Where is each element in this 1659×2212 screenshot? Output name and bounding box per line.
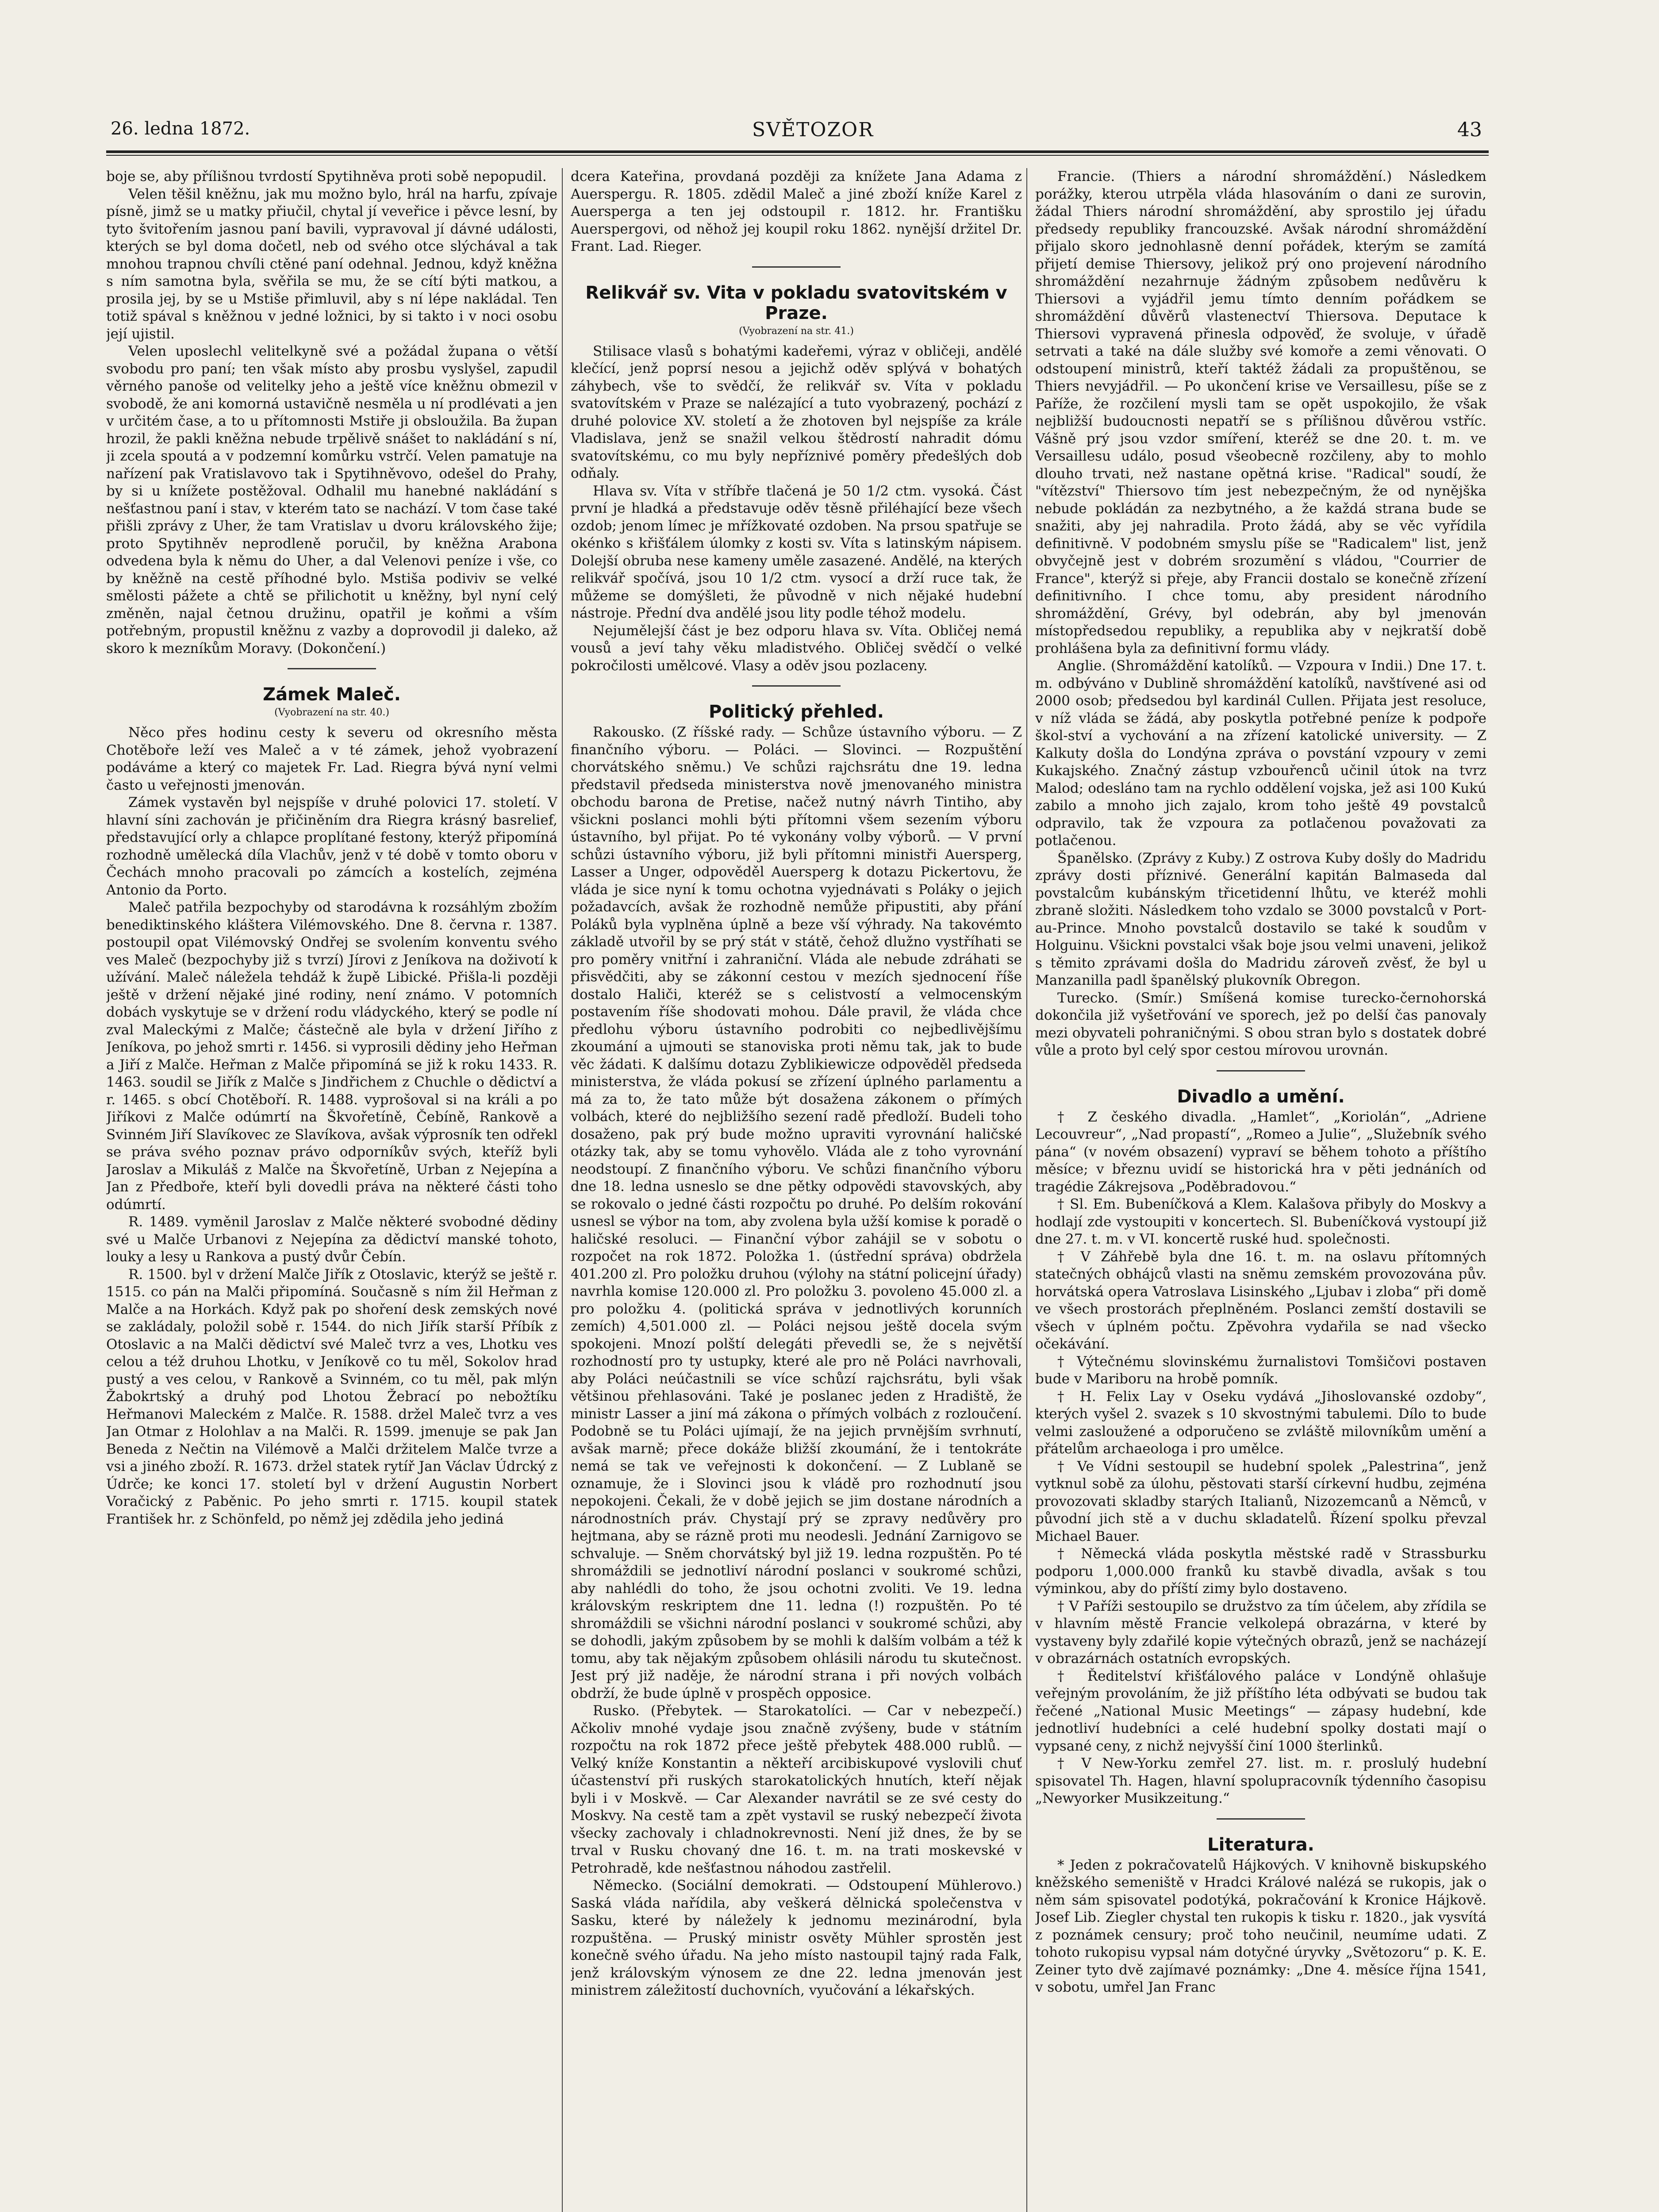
header-rule: [106, 150, 1489, 153]
paragraph: Rakousko. (Z říšské rady. — Schůze ústavního výboru. — Z finančního výboru. — Poláci. — Slovinci. — Rozpuštění chorvátského sněmu.) Ve schůzi rajchsrátu dne 19. ledna představil předseda ministerstva nově jmenovaného ministra obchodu barona de Pretise, načež nutný návrh Tintiho, aby všickni poslanci mohli býti přítomni všem sezením výboru ústavního, byl přijat. Po té vykonány volby výborů. — V první schůzi ústavního výboru, již byli přítomni ministři Auersperg, Lasser a Unger, odpověděl Auersperg k dotazu Pickertovu, že vláda je sice nyní k tomu ochotna vyjednávati s Poláky o jejich požadavcích, avšak že rozhodně nemůže připustiti, aby přání Poláků byla vyplněna úplně a beze vší výhrady. Na takovémto základě utvořil by se prý stát v státě, čehož dlužno vystříhati se pro poměry vnitřní i zahraniční. Vláda ale nebude zdráhati se přisvědčiti, aby se zákonní cestou v mezích sjednocení říše dostalo Haliči, kteréž se s celistvostí a velmocenským postavením říše shodovati mohou. Dále pravil, že vláda chce předlohu výboru ústavního podrobiti co nejbedlivějšímu zkoumání a ujmouti se stanoviska proti němu tak, jak to bude věc žádati. K dalšímu dotazu Zyblikiewicze odpověděl předseda ministerstva, že vláda pokusí se zřízení úplného parlamentu a má za to, že tato může být dosažena zákonem o přímých volbách, které do nejbližšího sezení radě předloží. Budeli toho dosaženo, pak prý bude možno upraviti vyrovnání haličské otázky tak, aby se tomu vyhovělo. Vláda ale z toho vyrovnání neodstoupí. Z finančního výboru. Ve schůzi finančního výboru dne 18. ledna usneslo se dne pětky odpovědi stavovských, aby se rokovalo o jedné části rozpočtu po druhé. Po delším rokování usnesl se výbor na tom, aby zvolena byla užší komise k poradě o haličské resoluci. — Finanční výbor zahájil se v sobotu o rozpočet na rok 1872. Položka 1. (ústřední správa) obdržela 401.200 zl. Pro položku druhou (výlohy na státní policejní úřady) navrhla komise 120.000 zl. Pro položku 3. povoleno 45.000 zl. a pro položku 4. (politická správa v jednotlivých korunních zemích) 4,501.000 zl. — Poláci nejsou ještě docela svým spokojeni. Mnozí polští delegáti převedli se, že s největší rozhodností pro ty ustupky, které ale pro ně Poláci navrhovali, aby Poláci neúčastnili se více schůzí rajchsrátu, byli však většinou přehlasováni. Také je poslanec jeden z Hradiště, že ministr Lasser a jiní má zákona o přímých volbách z rozloučení. Podobně se tu Poláci ujímají, že na jejich prvnějším svrhnutí, avšak marně; přece dokáže bližší zkoumání, že i tentokráte nemá se tak ve veřejnosti k dokončení. — Z Lublaně se oznamuje, že i Slovinci jsou k vládě pro rozhodnutí jsou nepokojeni. Čekali, že v době jejich se jim dostane národních a národnostních práv. Chystají prý se zpravy nedůvěry pro hejtmana, aby se rázně proti mu neodesli. Jednání Zarnigovo se schvaluje. — Sněm chorvátský byl již 19. ledna rozpuštěn. Po té shromáždili se jednotliví národní poslanci v soukromé schůzi, aby nahlédli do toho, že jsou ochotni zvoliti. Ve 19. ledna královským reskriptem dne 11. ledna (!) rozpuštěn. Po té shromáždili se všichni národní poslanci v soukromé schůzi, aby se dohodli, jakým způsobem by se mohli k dalším volbám a též k tomu, aby tak nějakým způsobem ohlásili národu tu skutečnost. Jest prý již naděje, že národní strana i při nových volbách obdrží, že bude úplně v prospěch opposice.: [571, 724, 1022, 1701]
paragraph: † Z českého divadla. „Hamlet“, „Koriolán“, „Adriene Lecouvreur“, „Nad propastí“, „Romeo a Julie“, „Služebník svého pána“ (v novém obsazení) vypraví se během tohoto a příštího měsíce; v březnu uvidí se historická hra v pěti jednáních od tragédie Zákrejsova „Poděbradovou.“: [1035, 1109, 1486, 1195]
paragraph: Hlava sv. Víta v stříbře tlačená je 50 1/2 ctm. vysoká. Část první je hladká a představuje oděv těsně přiléhající beze všech ozdob; jenom límec je mřížkovaté ozdoben. Na prsou spatřuje se okénko s křišťálem úlomky z kosti sv. Víta s latinským nápisem. Dolejší obruba nese kameny uměle zasazené. Andělé, na kterých relikvář spočívá, jsou 10 1/2 ctm. vysocí a drží ruce tak, že můžeme se domýšleti, že původně v nich nějaké hudební nástroje. Přední dva andělé jsou lity podle téhož modelu.: [571, 483, 1022, 621]
paragraph: † V Paříži sestoupilo se družstvo za tím účelem, aby zřídila se v hlavním městě Francie velkolepá obrazárna, v které by vystaveny byly zdařilé kopie výtečných obrazů, jenž se nacházejí v obrazárnách ostatních evropských.: [1035, 1598, 1486, 1667]
paragraph: boje se, aby přílišnou tvrdostí Spytihněva proti sobě nepopudil.: [106, 169, 547, 184]
paragraph: † V New-Yorku zemřel 27. list. m. r. proslulý hudební spisovatel Th. Hagen, hlavní spolupracovník týdenního časopisu „Newyorker Musikzeitung.“: [1035, 1755, 1486, 1806]
section-divider: [752, 266, 841, 268]
issue-date: 26. ledna 1872.: [111, 119, 250, 139]
column-divider: [562, 168, 563, 2212]
paragraph: Stilisace vlasů s bohatými kadeřemi, výraz v obličeji, andělé klečící, jenž poprsí nesou a jejichž oděv splývá v bohatých záhybech, vše to svědčí, že relikvář sv. Víta v pokladu svatovítském v Praze se nalézající a tuto vyobrazený, pochází z druhé polovice XV. století a že zhotoven byl nejspíše za krále Vladislava, jenž se snažil velkou štědrostí nahradit dómu svatovítskému, co mu byly nepříznivé poměry předešlých dob odňaly.: [571, 343, 1022, 481]
paragraph: † V Záhřebě byla dne 16. t. m. na oslavu přítomných statečných obhájců vlasti na sněmu zemském provozována pův. horvátská opera Vatroslava Lisinského „Ljubav i zloba“ při domě ve všech prostorách přeplněném. Poslanci zemští dostavili se všech v úplném počtu. Zpěvohra vydařila se nad všecko očekávání.: [1035, 1248, 1486, 1352]
column-1: [106, 168, 557, 2212]
section-divider: [1217, 1070, 1305, 1071]
paragraph: † Sl. Em. Bubeníčková a Klem. Kalašova přibyly do Moskvy a hodlají zde vystoupiti v koncertech. Sl. Bubeníčková vystoupí již dne 27. t. m. v VI. koncertě ruské hud. společnosti.: [1035, 1196, 1486, 1247]
paragraph: Anglie. (Shromáždění katolíků. — Vzpoura v Indii.) Dne 17. t. m. odbýváno v Dublině shromáždění katolíků, navštívené asi od 2000 osob; předsedou byl kardinál Cullen. Přijata jest resoluce, v níž vláda se žádá, aby poskytla potřebné peníze k podpoře škol-ství a vychování a na zřízení katolické university. — Z Kalkuty došla do Londýna zpráva o povstání vzpoury v zemi Kukajského. Značný zástup vzbouřenců učinil útok na tvrz Malod; odesláno tam na rychlo oddělení vojska, jež asi 100 Kukú zabilo a mnoho jich zajalo, krom toho ještě 49 povstalců odpravilo, tak že vzpoura za potlačenou považovati za potlačenou.: [1035, 658, 1486, 849]
paragraph: Turecko. (Smír.) Smíšená komise turecko-černohorská dokončila již vyšetřování ve sporech, jež po delší čas panovaly mezi obyvateli pohraničnými. S obou stran bylo s dostatek dobré vůle a proto byl celý spor cestou mírovou urovnán.: [1035, 990, 1486, 1058]
article-heading-relikvar: Relikvář sv. Vita v pokladu svatovitském v Praze.: [585, 282, 1007, 323]
column-2: [571, 168, 1022, 2212]
illustration-reference: (Vyobrazení na str. 40.): [274, 707, 389, 718]
paragraph: R. 1500. byl v držení Malče Jiřík z Otoslavic, kterýž se ještě r. 1515. co pán na Malči připomíná. Současně s ním žil Heřman z Malče a na Horkách. Když pak po shoření desk zemských nové se zakládaly, položil sobě r. 1544. do nich Jiřík starší Příbík z Otoslavic a na Malči dědictví své Maleč tvrz a ves, Lhotku ves celou a též druhou Lhotku, v Jeníkově co tu měl, Sokolov hrad pustý a ves celou, v Rankově a Svinném, co tu měl, pak mlýn Žabokrtský a druhý pod Lhotou Žebrací po nebožtíku Heřmanovi Maleckém z Malče. R. 1588. držel Maleč tvrz a ves Jan Otmar z Holohlav a na Malči. R. 1599. jmenuje se pak Jan Beneda z Nečtin na Vilémově a Malči držitelem Malče tvrze a vsi a jiného zboží. R. 1673. držel statek rytíř Jan Václav Údrcký z Údrče; ke konci 17. století byl v držení Augustin Norbert Voračický z Paběnic. Po jeho smrti r. 1715. koupil statek František hr. z Schönfeld, po němž jej zdědila jeho jediná: [106, 1266, 557, 1527]
masthead-title: SVĚTOZOR: [752, 119, 874, 141]
paragraph: † H. Felix Lay v Oseku vydává „Jihoslovanské ozdoby“, kterých vyšel 2. svazek s 10 skvostnými tabulemi. Dílo to bude velmi zasloužené a odporučeno se zvláště milovníkům umění a přátelům archaeologa i pro umělce.: [1035, 1388, 1486, 1457]
page-number: 43: [1457, 119, 1482, 141]
paragraph: Španělsko. (Zprávy z Kuby.) Z ostrova Kuby došly do Madridu zprávy dosti příznivé. Generální kapitán Balmaseda dal povstalcům kubánským třicetidenní lhůtu, ve kteréž mohli zbraně složiti. Následkem toho vzdalo se 3000 povstalců v Port-au-Prince. Mnoho povstalců dostavilo se také k soudům v Holguinu. Všickni povstalci však boje jsou velmi unaveni, jelikož s těmito zprávami došla do Madridu zároveň zvěsť, že byl u Manzanilla padl španělský plukovník Obregon.: [1035, 850, 1486, 988]
paragraph: Rusko. (Přebytek. — Starokatolíci. — Car v nebezpečí.) Ačkoliv mnohé vydaje jsou značně zvýšeny, bude v státním rozpočtu na rok 1872 přece ještě přebytek 488.000 rublů. — Velký kníže Konstantin a někteří arcibiskupové vyslovili chuť účastenství při ruských starokatolických hnutích, kteří nějak byli i v Moskvě. — Car Alexander navrátil se ze své cesty do Moskvy. Na cestě tam a zpět vystavil se ruský nebezpečí života všecky zachovaly i chladnokrevnosti. Není již dnes, že by se trval v Rusku chovaný dne 16. t. m. na trati moskevské v Petrohradě, kde nešťastnou náhodou zastřelil.: [571, 1703, 1022, 1876]
header-rule-thin: [106, 155, 1489, 156]
paragraph: † Ve Vídni sestoupil se hudební spolek „Palestrina“, jenž vytknul sobě za úlohu, pěstovati starší církevní hudbu, zejména provozovati skladby starých Italianů, Nizozemcanů a Němců, v původní jich stě a v duchu skladatelů. Řízení spolku převzal Michael Bauer.: [1035, 1458, 1486, 1544]
paragraph: Nejumělejší část je bez odporu hlava sv. Víta. Obličej nemá vousů a jeví tahy věku mladistvého. Obličej svědčí o velké pokročilosti umělcové. Vlasy a oděv jsou pozlaceny.: [571, 622, 1022, 674]
page-header: [111, 119, 1482, 150]
paragraph: * Jeden z pokračovatelů Hájkových. V knihovně biskupského kněžského semeniště v Hradci Králové nalézá se rukopis, jak o něm sám spisovatel podotýká, pokračování k Kronice Hájkově. Josef Lib. Ziegler chystal ten rukopis k tisku r. 1820., jak vysvítá z poznámek censury; proč toho neučinil, neumíme udati. Z tohoto rukopisu vypsal nám dotyčné úryvky „Světozoru“ p. K. E. Zeiner tyto dvě zajímavé poznámky: „Dne 4. měsíce října 1541, v sobotu, umřel Jan Franc: [1035, 1857, 1486, 1995]
paragraph: Zámek vystavěn byl nejspíše v druhé polovici 17. století. V hlavní síni zachován je přičiněním dra Riegra krásný basrelief, představující orly a chlapce proplítané festony, kterýž připomíná rozhodně umělecká díla Vlachův, jenž v té době v tomto oboru v Čechách mnoho pracovali po zámcích a kostelích, zejména Antonio da Porto.: [106, 795, 557, 898]
paragraph: Francie. (Thiers a národní shromáždění.) Následkem porážky, kterou utrpěla vláda hlasováním o dani ze surovin, žádal Thiers národní shromáždění, aby sprostilo jej úřadu předsedy republiky francouzské. Avšak národní shromáždění přijalo skoro jednohlasně denní pořádek, kterým se zamítá přijetí demise Thiersovy, jelikož prý ono projevení národního shromáždění nezahrnuje žádným způsobem nedůvěru k Thiersovi a vyjádřil jemu tímto denním pořádkem se shromáždění důvěrů vlastenectví Thiersova. Deputace k Thiersovi vypravená přinesla odpověď, že svoluje, v úřadě setrvati a také na dále služby své komoře a zemi věnovati. O odstoupení ministrů, kteří taktéž žádali za propuštěnou, se Thiers nevyjádřil. — Po ukončení krise ve Versaillesu, píše se z Paříže, že rozčilení mysli tam se opět uspokojilo, že však nejbližší budoucnosti nepatří se s přílišnou důvěrou vstříc. Vášně prý jsou vzdor smíření, kteréž se dne 20. t. m. ve Versaillesu událo, posud všeobecně rozčileny, aby to mohlo dlouho trvati, než nastane opětná krise. "Radical" soudí, že "vítězství" Thiersovo tím jest nebezpečným, že od nynějška nebude pokládán za nezbytného, a že každá strana bude se snažiti, aby jej nahradila. Proto žádá, aby se věc vyřídila definitivně. V podobném smyslu píše se "Radicalem" list, jenž obvyčejně jest v dobrém srozumění s vládou, "Courrier de France", kterýž si přeje, aby Francii dostalo se konečně zřízení definitivního. I chce tomu, aby president národního shromáždění, Grévy, byl odebrán, aby byl jmenován místopředsedou republiky, a republika aby v nejkratší době prohlášena byla za definitivní formu vlády.: [1035, 169, 1486, 657]
column-divider: [1026, 168, 1027, 2212]
paragraph: † Německá vláda poskytla městské radě v Strassburku podporu 1,000.000 franků ku stavbě divadla, avšak s tou výminkou, aby do příští zimy bylo dostaveno.: [1035, 1546, 1486, 1597]
column-3: [1035, 168, 1486, 2212]
paragraph: † Výtečnému slovinskému žurnalistovi Tomšičovi postaven bude v Mariboru na hrobě pomník.: [1035, 1353, 1486, 1387]
paragraph: Něco přes hodinu cesty k severu od okresního města Chotěboře leží ves Maleč a v té zámek, jehož vyobrazení podáváme a který co majetek Fr. Lad. Riegra bývá nyní velmi často u veřejnosti jmenován.: [106, 725, 557, 793]
paragraph: † Ředitelství křišťálového paláce v Londýně ohlašuje veřejným provoláním, že již příštího léta odbývati se budou tak řečené „National Music Meetings“ — zápasy hudební, kde jednotliví hudebníci a celé hudební spolky dostati mají o vypsané ceny, z nichž nejvyšší činí 1000 šterlinků.: [1035, 1668, 1486, 1754]
section-divider: [752, 685, 841, 687]
illustration-reference: (Vyobrazení na str. 41.): [739, 325, 854, 337]
paragraph: Velen těšil kněžnu, jak mu možno bylo, hrál na harfu, zpívaje písně, jimž se u matky přiučil, chytal jí veveřice i pěvce lesní, by tyto švitořením jasnou paní bavili, vypravoval jí dávné události, kterých se byl doma dočetl, neb od svého otce slýchával a tak mnohou trapnou chvíli ctěné paní odehnal. Jednou, když kněžna s ním samotna byla, svěřila se mu, že se cítí býti matkou, a prosila jej, by se u Mstiše přimluvil, aby s ní lépe nakládal. Ten totiž spával s kněžnou v jedné ložnici, by si takto i v noci osobu její ujistil.: [106, 186, 557, 342]
section-heading-politicky-prehled: Politický přehled.: [709, 702, 884, 722]
paragraph: Velen uposlechl velitelkyně své a požádal župana o větší svobodu pro paní; ten však místo aby prosbu vyslyšel, zapudil věrného panoše od velitelky jeho a ještě více kněžnu obmezil v svobodě, že ani komorná ustavičně nesměla u ní prodlévati a jen v určitém čase, a to u přítomnosti Mstiře ji obsloužila. Ba župan hrozil, že pakli kněžna nebude trpělivě snášet to nakládání s ní, ji zcela spoutá a v podzemní komůrku vstrčí. Velen pamatuje na nařízení pak Vratislavovo tak i Spytihněvovo, odešel do Prahy, by si u knížete postěžoval. Odhalil mu hanebné nakládání s nešťastnou paní i stav, v kterém tato se nachází. V tom čase také přišli zprávy z Uher, že tam Vratislav u dvoru královského žije; proto Spytihněv neprodleně poručil, by kněžna Arabona odvedena byla k němu do Uher, a dal Velenovi peníze i vše, co by kněžně na cestě příhodné bylo. Mstiša podiviv se velké smělosti pážete a chtě se přilichotit u kněžny, byl nyní celý změněn, najal četnou družinu, opatřil je koňmi a vším potřebným, propustil kněžnu z vazby a doprovodil ji daleko, až skoro k mezníkům Moravy. (Dokončení.): [106, 343, 557, 657]
paragraph: R. 1489. vyměnil Jaroslav z Malče některé svobodné dědiny své u Malče Urbanovi z Nejepína za dědictví manské tohoto, louky a lesy u Rankova a pustý dvůr Čebín.: [106, 1214, 557, 1265]
article-heading-zamek-malec: Zámek Maleč.: [263, 684, 401, 705]
paragraph: dcera Kateřina, provdaná později za knížete Jana Adama z Auerspergu. R. 1805. zdědil Maleč a jiné zboží kníže Karel z Auersperga a ten jej odstoupil r. 1812. hr. Františku Auerspergovi, od něhož jej koupil roku 1862. nynější držitel Dr. Frant. Lad. Rieger.: [571, 169, 1022, 254]
section-divider: [1217, 1818, 1305, 1820]
section-divider: [288, 668, 376, 669]
paragraph: Maleč patřila bezpochyby od starodávna k rozsáhlým zbožím benediktinského kláštera Vilémovského. Dne 8. června r. 1387. postoupil opat Vilémovský Ondřej se svolením konventu svého ves Maleč (bezpochyby již s tvrzí) Jírovi z Jeníkova na doživotí k užívání. Maleč náležela tehdáž k župě Libické. Přišla-li později ještě v držení nějaké jiné rodiny, není známo. V potomních dobách vyskytuje se v držení rodu vládyckého, který se podle ní zval Maleckými z Malče; částečně ale byla v držení Jiřího z Jeníkova, po jehož smrti r. 1456. si vyprosili dědiny jeho Heřman a Jiří z Malče. Heřman z Malče připomíná se již k roku 1433. R. 1463. soudil se Jiřík z Malče s Jindřichem z Chuchle o dědictví a r. 1465. s obcí Chotěboří. R. 1488. vyprošoval si na králi a po Jiříkovi z Malče odúmrtí na Škvořetíně, Čebíně, Rankově a Svinném Jiří Slavíkovec ze Slavíkova, avšak výprosník ten odřekl se práva svého poznav právo odporníkův svých, kteříž byli Jaroslav a Mikuláš z Malče na Škvořetíně, Urban z Nejepína a Jan z Předboře, kteří byli dovedli práva na některé části toho odúmrtí.: [106, 899, 557, 1213]
paragraph: Německo. (Sociální demokrati. — Odstoupení Mühlerovo.) Saská vláda nařídila, aby veškerá dělnická společenstva v Sasku, které by náležely k jednomu mezinárodní, byla rozpuštěna. — Pruský ministr osvěty Mühler sprostěn jest konečně svého úřadu. Na jeho místo nastoupil tajný rada Falk, jenž královským výnosem ze dne 22. ledna jmenován jest ministrem záležitostí duchovních, vyučování a lékařských.: [571, 1878, 1022, 1998]
section-heading-divadlo: Divadlo a umění.: [1177, 1086, 1345, 1107]
section-heading-literatura: Literatura.: [1207, 1834, 1314, 1855]
